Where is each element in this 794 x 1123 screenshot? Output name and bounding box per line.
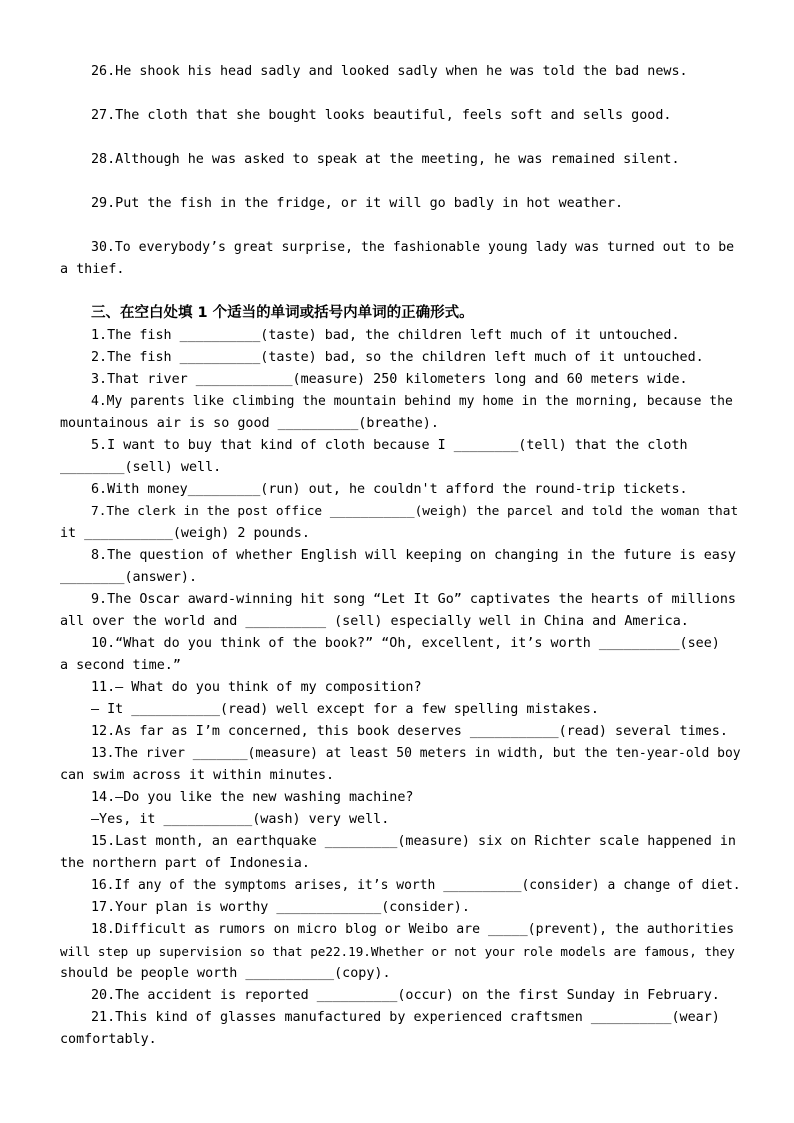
exercise-16: 16.If any of the symptoms arises, it’s worth __________(consider) a change of diet. bbox=[91, 878, 741, 893]
exercise-6: 6.With money_________(run) out, he couldn't afford the round-trip tickets. bbox=[91, 482, 688, 497]
exercise-15-line1: 15.Last month, an earthquake _________(measure) six on Richter scale happened in bbox=[91, 834, 736, 849]
exercise-9-line2: all over the world and __________ (sell) especially well in China and America. bbox=[60, 614, 689, 629]
exercise-4-line1: 4.My parents like climbing the mountain behind my home in the morning, because the bbox=[91, 394, 733, 409]
exercise-20: 20.The accident is reported __________(occur) on the first Sunday in February. bbox=[91, 988, 720, 1003]
exercise-7-line1: 7.The clerk in the post office ___________(weigh) the parcel and told the woman that bbox=[91, 504, 739, 519]
exercise-4-line2: mountainous air is so good __________(breathe). bbox=[60, 416, 439, 431]
exercise-19-line2: should be people worth ___________(copy). bbox=[60, 966, 391, 981]
exercise-14-line1: 14.—Do you like the new washing machine? bbox=[91, 790, 414, 805]
question-29: 29.Put the fish in the fridge, or it will go badly in hot weather. bbox=[91, 196, 624, 211]
question-30-line2: a thief. bbox=[60, 262, 125, 277]
question-30-line1: 30.To everybody’s great surprise, the fashionable young lady was turned out to be bbox=[91, 240, 735, 255]
exercise-11-line1: 11.— What do you think of my composition? bbox=[91, 680, 422, 695]
exercise-10-line2: a second time.” bbox=[60, 658, 181, 673]
section-three-title: 三、在空白处填 1 个适当的单词或括号内单词的正确形式。 bbox=[91, 305, 474, 321]
exercise-3: 3.That river ____________(measure) 250 kilometers long and 60 meters wide. bbox=[91, 372, 688, 387]
question-28: 28.Although he was asked to speak at the meeting, he was remained silent. bbox=[91, 152, 680, 167]
exercise-1: 1.The fish __________(taste) bad, the children left much of it untouched. bbox=[91, 328, 680, 343]
exercise-13-line2: can swim across it within minutes. bbox=[60, 768, 335, 783]
exercise-8-line1: 8.The question of whether English will keeping on changing in the future is easy bbox=[91, 548, 736, 563]
exercise-21-line1: 21.This kind of glasses manufactured by experienced craftsmen __________(wear) bbox=[91, 1010, 720, 1025]
exercise-12: 12.As far as I’m concerned, this book deserves ___________(read) several times. bbox=[91, 724, 728, 739]
exercise-9-line1: 9.The Oscar award-winning hit song “Let It Go” captivates the hearts of millions bbox=[91, 592, 736, 607]
exercise-5-line2: ________(sell) well. bbox=[60, 460, 222, 475]
question-27: 27.The cloth that she bought looks beautiful, feels soft and sells good. bbox=[91, 108, 672, 123]
exercise-21-line2: comfortably. bbox=[60, 1032, 157, 1047]
exercise-18-line2: will step up supervision so that pe22.19.Whether or not your role models are famous, they bbox=[60, 944, 735, 959]
exercise-8-line2: ________(answer). bbox=[60, 570, 198, 585]
exercise-7-line2: it ___________(weigh) 2 pounds. bbox=[60, 526, 310, 541]
exercise-2: 2.The fish __________(taste) bad, so the children left much of it untouched. bbox=[91, 350, 704, 365]
exercise-14-line2: —Yes, it ___________(wash) very well. bbox=[91, 812, 390, 827]
exercise-11-line2: — It ___________(read) well except for a few spelling mistakes. bbox=[91, 702, 599, 717]
exercise-10-line1: 10.“What do you think of the book?” “Oh, excellent, it’s worth __________(see) bbox=[91, 636, 720, 651]
exercise-17: 17.Your plan is worthy _____________(consider). bbox=[91, 900, 470, 915]
exercise-5-line1: 5.I want to buy that kind of cloth because I ________(tell) that the cloth bbox=[91, 438, 688, 453]
exercise-18-line1: 18.Difficult as rumors on micro blog or Weibo are _____(prevent), the authorities bbox=[91, 922, 735, 937]
question-26: 26.He shook his head sadly and looked sadly when he was told the bad news. bbox=[91, 64, 688, 79]
exercise-13-line1: 13.The river _______(measure) at least 50 meters in width, but the ten-year-old boy bbox=[91, 746, 741, 761]
exercise-15-line2: the northern part of Indonesia. bbox=[60, 856, 310, 871]
